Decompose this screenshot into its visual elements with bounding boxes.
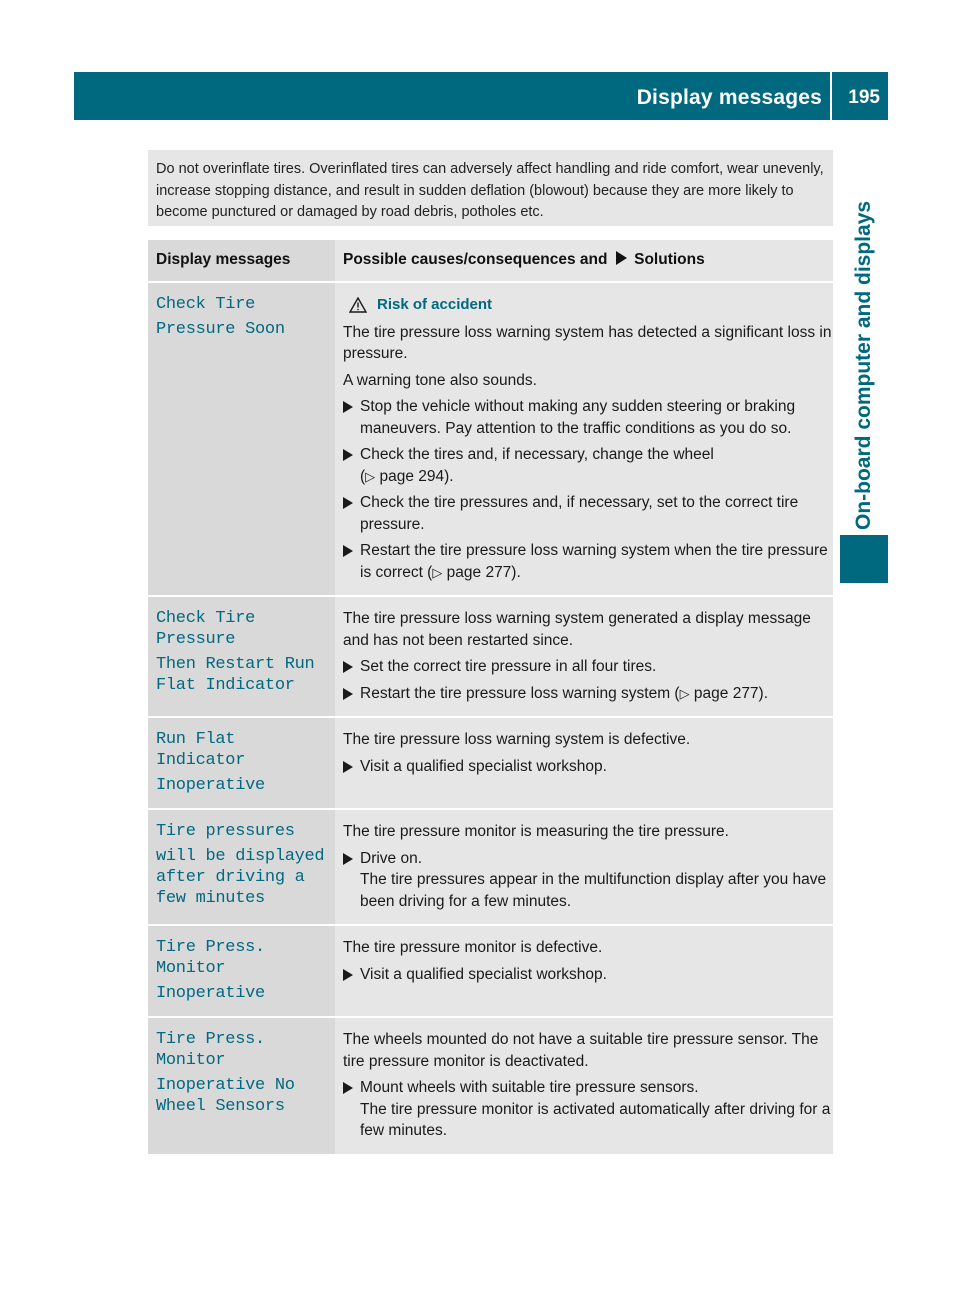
solution-cell (335, 718, 833, 810)
display-message-line1: Check Tire Pressure (156, 609, 256, 649)
page-reference[interactable]: (▷ page 294). (360, 467, 454, 485)
display-message (156, 608, 327, 696)
step-text: Visit a qualified specialist workshop. (360, 757, 607, 775)
description-text: The wheels mounted do not have a suitable tire pressure sensor. The tire pressure monitor is deactivated. (343, 1031, 819, 1070)
display-message-cell (148, 810, 335, 926)
step-arrow-icon (343, 449, 353, 461)
risk-warning (343, 294, 833, 316)
display-message-cell (148, 283, 335, 597)
page-reference-text: page 277). (446, 563, 521, 581)
page-reference[interactable] (680, 685, 768, 702)
warning-note: Do not overinflate tires. Overinflated tires can adversely affect handling and ride comfort, wear unevenly, increase stopping distance, and result in sudden deflation (blowout) because they are more likely to become punctured or damaged by road debris, potholes etc. (148, 150, 833, 226)
column-header-solutions-label: Solutions (634, 251, 705, 268)
description-text: The tire pressure monitor is defective. (343, 939, 603, 956)
page-number: 195 (848, 87, 880, 108)
step-arrow-icon (343, 969, 353, 981)
step-arrow-icon (343, 688, 353, 700)
display-message-rest: Inoperative No Wheel Sensors (156, 1076, 295, 1116)
warning-triangle-icon (349, 297, 367, 313)
solution-step (343, 444, 833, 487)
table-row (148, 718, 833, 810)
step-text: Drive on. (360, 849, 423, 867)
step-text: Mount wheels with suitable tire pressure sensors. (360, 1079, 699, 1096)
page-reference-text: page 294). (379, 467, 454, 485)
solution-cell (335, 1018, 833, 1156)
display-message-line1: Tire Press. Monitor (156, 1030, 265, 1070)
table-row (148, 283, 833, 597)
step-arrow-icon (343, 1082, 353, 1094)
description-text: The tire pressure loss warning system is defective. (343, 731, 691, 748)
solution-cell (335, 597, 833, 718)
solution-step (343, 756, 833, 778)
solution-step (343, 964, 833, 986)
display-messages-table (148, 240, 833, 1156)
header-bar (74, 72, 888, 120)
display-message (156, 294, 327, 340)
display-message (156, 1029, 327, 1117)
solution-step (343, 396, 833, 439)
table-header-row (148, 240, 833, 283)
display-message-rest: Inoperative (156, 984, 265, 1003)
description-text: The tire pressure loss warning system generated a display message and has not been restarted since. (343, 610, 811, 649)
side-tab-marker (840, 535, 888, 583)
step-text: Check the tires and, if necessary, change the wheel (360, 446, 714, 463)
solution-step (343, 1077, 833, 1142)
solution-cell (335, 810, 833, 926)
step-arrow-icon (343, 761, 353, 773)
solution-step (343, 656, 833, 678)
step-text: Check the tire pressures and, if necessary, set to the correct tire pressure. (360, 494, 799, 533)
display-message (156, 937, 327, 1004)
step-text: Restart the tire pressure loss warning system ( (360, 684, 680, 702)
display-message-line1: Check Tire (156, 295, 256, 314)
step-arrow-icon (343, 497, 353, 509)
header-divider (830, 72, 832, 120)
risk-label: Risk of accident (377, 296, 493, 313)
step-text: Stop the vehicle without making any sudden steering or braking maneuvers. Pay attention to the traffic conditions as you do so. (360, 398, 796, 437)
display-message (156, 821, 327, 909)
display-message-line1: Run Flat Indicator (156, 730, 246, 770)
step-text: Set the correct tire pressure in all four tires. (360, 658, 657, 675)
solution-cell (335, 926, 833, 1018)
page-ref-triangle-icon: ▷ (365, 468, 376, 484)
display-message-cell (148, 926, 335, 1018)
page-reference[interactable] (432, 564, 520, 581)
table-row (148, 597, 833, 718)
solution-step (343, 540, 833, 583)
display-message-line1: Tire pressures (156, 822, 295, 841)
page-title: Display messages (636, 86, 822, 109)
display-message-rest: Pressure Soon (156, 320, 285, 339)
column-header-solutions (335, 240, 833, 283)
step-arrow-icon (343, 401, 353, 413)
display-message (156, 729, 327, 796)
description-text: A warning tone also sounds. (343, 371, 537, 389)
display-message-rest: Inoperative (156, 776, 265, 795)
step-arrow-icon (343, 661, 353, 673)
display-message-line1: Tire Press. Monitor (156, 938, 265, 978)
page-ref-triangle-icon: ▷ (679, 685, 690, 701)
display-message-cell (148, 718, 335, 810)
solution-cell (335, 283, 833, 597)
step-arrow-icon (343, 545, 353, 557)
solution-step (343, 683, 833, 705)
table-row (148, 926, 833, 1018)
side-tab-label: On-board computer and displays (852, 200, 875, 530)
solution-step (343, 492, 833, 535)
step-text: Visit a qualified specialist workshop. (360, 965, 607, 983)
solution-step (343, 848, 833, 913)
display-message-rest: Then Restart Run Flat Indicator (156, 655, 315, 695)
column-header-display-messages: Display messages (148, 240, 335, 283)
description-text: The tire pressure monitor is measuring the tire pressure. (343, 823, 729, 840)
description-text: The tire pressure loss warning system has detected a significant loss in pressure. (343, 323, 832, 362)
column-header-causes-label: Possible causes/consequences and (343, 251, 608, 268)
display-message-cell (148, 1018, 335, 1156)
triangle-arrow-icon (616, 251, 627, 265)
display-message-rest: will be displayed after driving a few minutes (156, 847, 325, 908)
step-arrow-icon (343, 853, 353, 865)
step-detail-text: The tire pressure monitor is activated automatically after driving for a few minutes. (360, 1100, 831, 1139)
page-ref-triangle-icon: ▷ (432, 564, 443, 580)
step-detail-text: The tire pressures appear in the multifunction display after you have been driving for a few minutes. (360, 871, 827, 910)
step-text: Restart the tire pressure loss warning system when the tire pressure is correct ( (360, 542, 828, 581)
page-reference-text: page 277). (693, 684, 769, 702)
table-row (148, 1018, 833, 1156)
table-row (148, 810, 833, 926)
display-message-cell (148, 597, 335, 718)
